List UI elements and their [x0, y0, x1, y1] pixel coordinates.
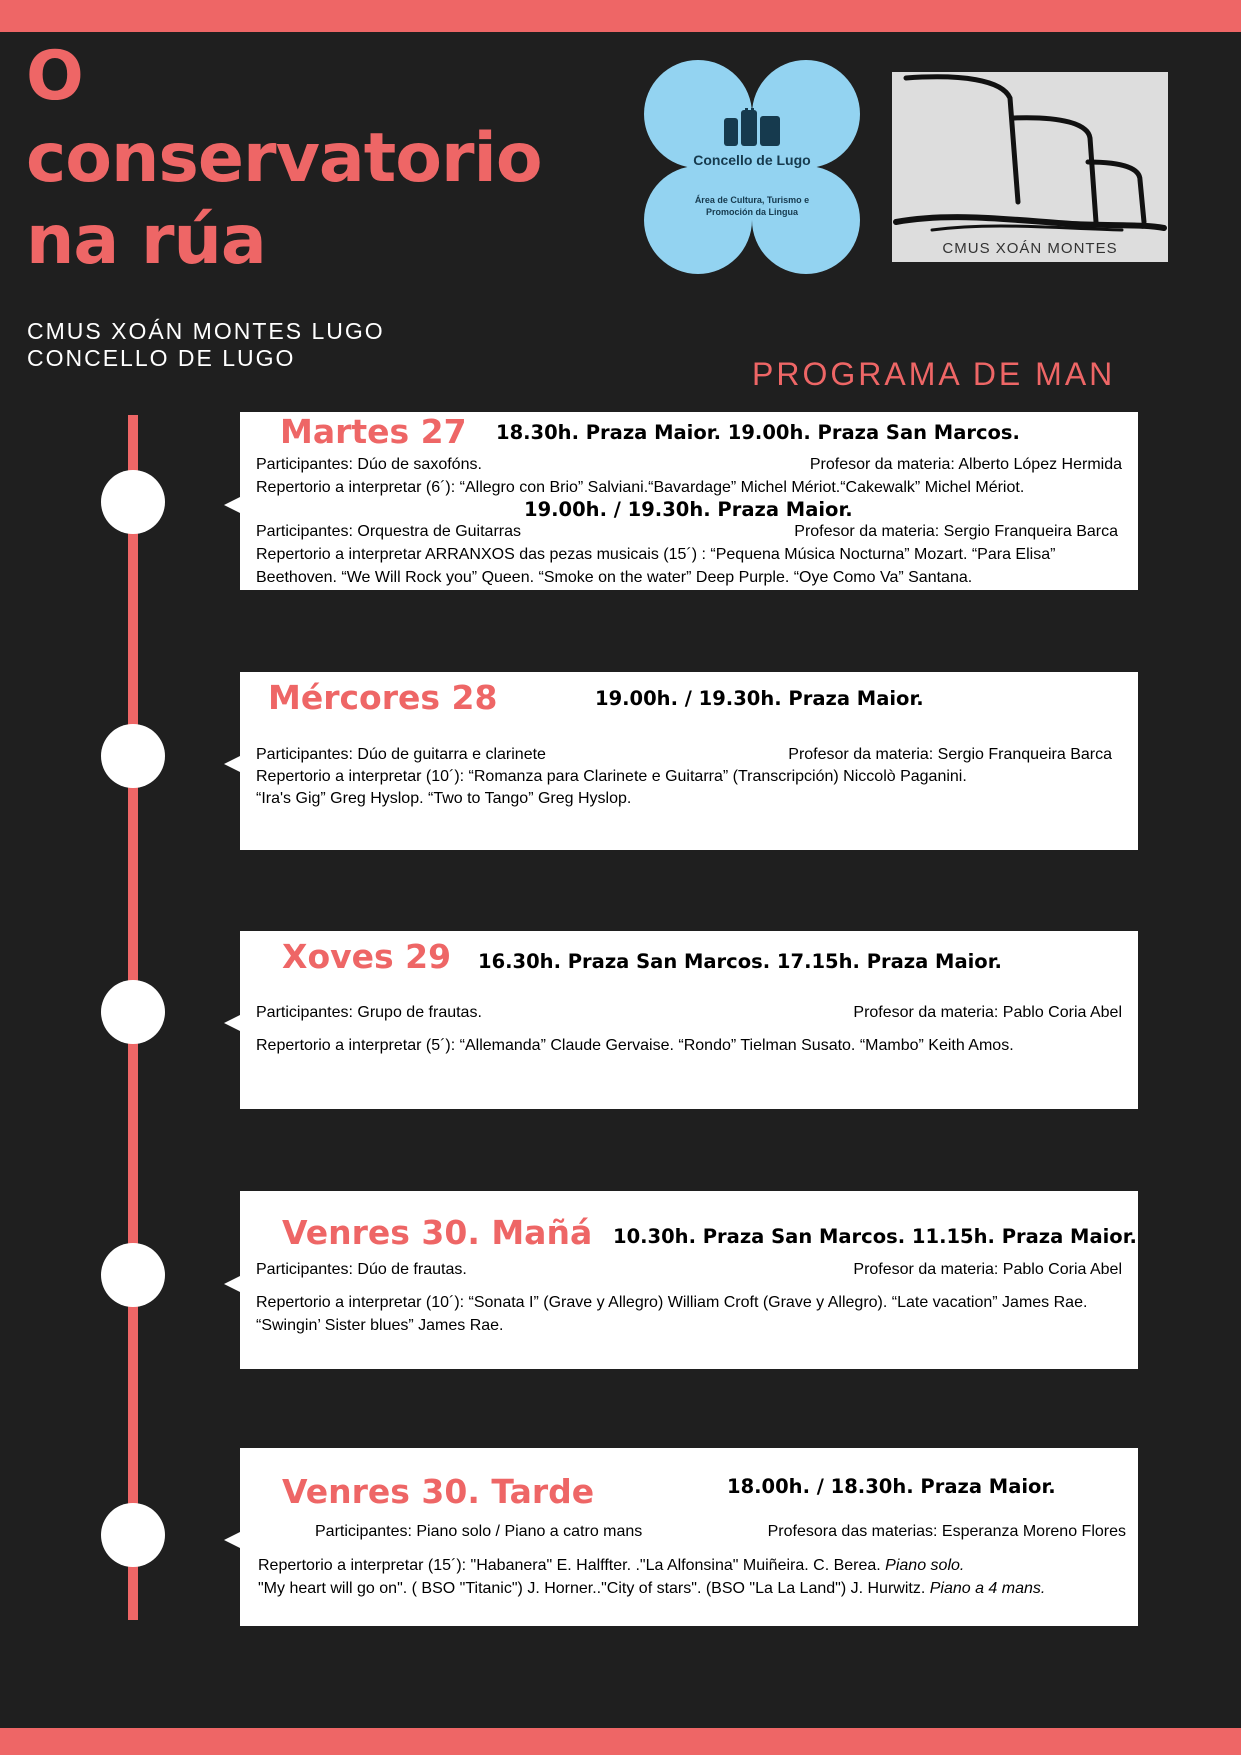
timeline-dot	[101, 1243, 165, 1307]
timeline-dot	[101, 724, 165, 788]
event-repertoire: Repertorio a interpretar (5´): “Allemanda” Claude Gervaise. “Rondo” Tielman Susato. “Mambo” Keith Amos.	[256, 1037, 1014, 1054]
top-band	[0, 0, 1241, 32]
concello-logo	[644, 60, 860, 274]
event-teacher: Profesora das materias: Esperanza Moreno Flores	[767, 1523, 1126, 1540]
event-repertoire: Repertorio a interpretar (6´): “Allegro con Brio” Salviani.“Bavardage” Michel Mériot.“Cakewalk” Michel Mériot.	[256, 479, 1025, 496]
event-teacher: Profesor da materia: Alberto López Hermida	[809, 456, 1122, 473]
event-repertoire-line: Repertorio a interpretar (15´): "Habanera" E. Halffter. ."La Alfonsina" Muiñeira. C. Berea. Piano solo.	[258, 1557, 965, 1574]
event-schedule: 19.00h. / 19.30h. Praza Maior.	[595, 687, 924, 710]
event-day: Martes 27	[280, 412, 467, 451]
event-day: Venres 30. Tarde	[282, 1472, 595, 1511]
cmus-logo-name: CMUS XOÁN MONTES	[942, 240, 1118, 257]
concello-logo-name: Concello de Lugo	[693, 152, 811, 168]
cmus-arches-icon	[892, 72, 1168, 242]
event-repertoire-line: Repertorio a interpretar (10´): “Sonata I” (Grave y Allegro) William Croft (Grave y Allegro). “Late vacation” James Rae.	[256, 1294, 1088, 1311]
programa-heading: PROGRAMA DE MAN	[752, 356, 1116, 392]
event-repertoire-line: “Swingin’ Sister blues” James Rae.	[256, 1317, 504, 1334]
event-teacher: Profesor da materia: Pablo Coria Abel	[853, 1004, 1122, 1021]
event-teacher: Profesor da materia: Sergio Franqueira Barca	[788, 746, 1112, 763]
event-schedule: 18.30h. Praza Maior. 19.00h. Praza San Marcos.	[496, 421, 1020, 444]
timeline-dot	[101, 980, 165, 1044]
event-repertoire-line: "My heart will go on". ( BSO "Titanic") J. Horner.."City of stars". (BSO "La La Land") J. Hurwitz. Piano a 4 mans.	[258, 1580, 1046, 1597]
event-participants: Participantes: Dúo de saxofóns.	[256, 456, 482, 473]
organizers	[27, 318, 385, 372]
city-walls-icon	[724, 108, 780, 146]
timeline-dot	[101, 1503, 165, 1567]
event-day: Venres 30. Mañá	[282, 1213, 593, 1252]
event-repertoire-line: “Ira's Gig” Greg Hyslop. “Two to Tango” Greg Hyslop.	[256, 790, 632, 807]
event-schedule-second: 19.00h. / 19.30h. Praza Maior.	[524, 498, 853, 521]
title-line: O	[26, 37, 83, 116]
event-participants: Participantes: Piano solo / Piano a catro mans	[315, 1523, 643, 1540]
event-teacher-second: Profesor da materia: Sergio Franqueira Barca	[794, 523, 1118, 540]
bottom-band	[0, 1728, 1241, 1755]
title-line: na rúa	[26, 201, 266, 280]
timeline-dot	[101, 470, 165, 534]
event-card-mercores	[240, 672, 1138, 850]
page-title	[26, 36, 542, 282]
cmus-logo	[892, 72, 1168, 262]
event-participants: Participantes: Dúo de guitarra e clarinete	[256, 746, 546, 763]
organizer-cmus: CMUS XOÁN MONTES LUGO	[27, 318, 385, 344]
event-schedule: 16.30h. Praza San Marcos. 17.15h. Praza Maior.	[478, 950, 1002, 973]
event-card-venres-tarde	[240, 1448, 1138, 1626]
event-card-xoves	[240, 931, 1138, 1109]
concello-logo-area: Área de Cultura, Turismo e Promoción da Lingua	[694, 195, 810, 217]
event-schedule: 18.00h. / 18.30h. Praza Maior.	[727, 1475, 1056, 1498]
organizer-concello: CONCELLO DE LUGO	[27, 345, 296, 371]
event-day: Xoves 29	[282, 937, 452, 976]
event-participants-second: Participantes: Orquestra de Guitarras	[256, 523, 522, 540]
event-teacher: Profesor da materia: Pablo Coria Abel	[853, 1261, 1122, 1278]
event-card-venres-mana	[240, 1191, 1138, 1369]
event-card-martes	[240, 412, 1138, 590]
event-schedule: 10.30h. Praza San Marcos. 11.15h. Praza Maior.	[613, 1225, 1137, 1248]
event-repertoire-second-line: Repertorio a interpretar ARRANXOS das pezas musicais (15´) : “Pequena Música Nocturna” Mozart. “Para Elisa”	[256, 546, 1056, 563]
title-line: conservatorio	[26, 119, 542, 198]
event-repertoire-line: Repertorio a interpretar (10´): “Romanza para Clarinete e Guitarra” (Transcripción) Niccolò Paganini.	[256, 768, 967, 785]
event-participants: Participantes: Dúo de frautas.	[256, 1261, 467, 1278]
event-repertoire-second-line: Beethoven. “We Will Rock you” Queen. “Smoke on the water” Deep Purple. “Oye Como Va” Santana.	[256, 569, 973, 586]
event-day: Mércores 28	[268, 678, 498, 717]
event-participants: Participantes: Grupo de frautas.	[256, 1004, 482, 1021]
